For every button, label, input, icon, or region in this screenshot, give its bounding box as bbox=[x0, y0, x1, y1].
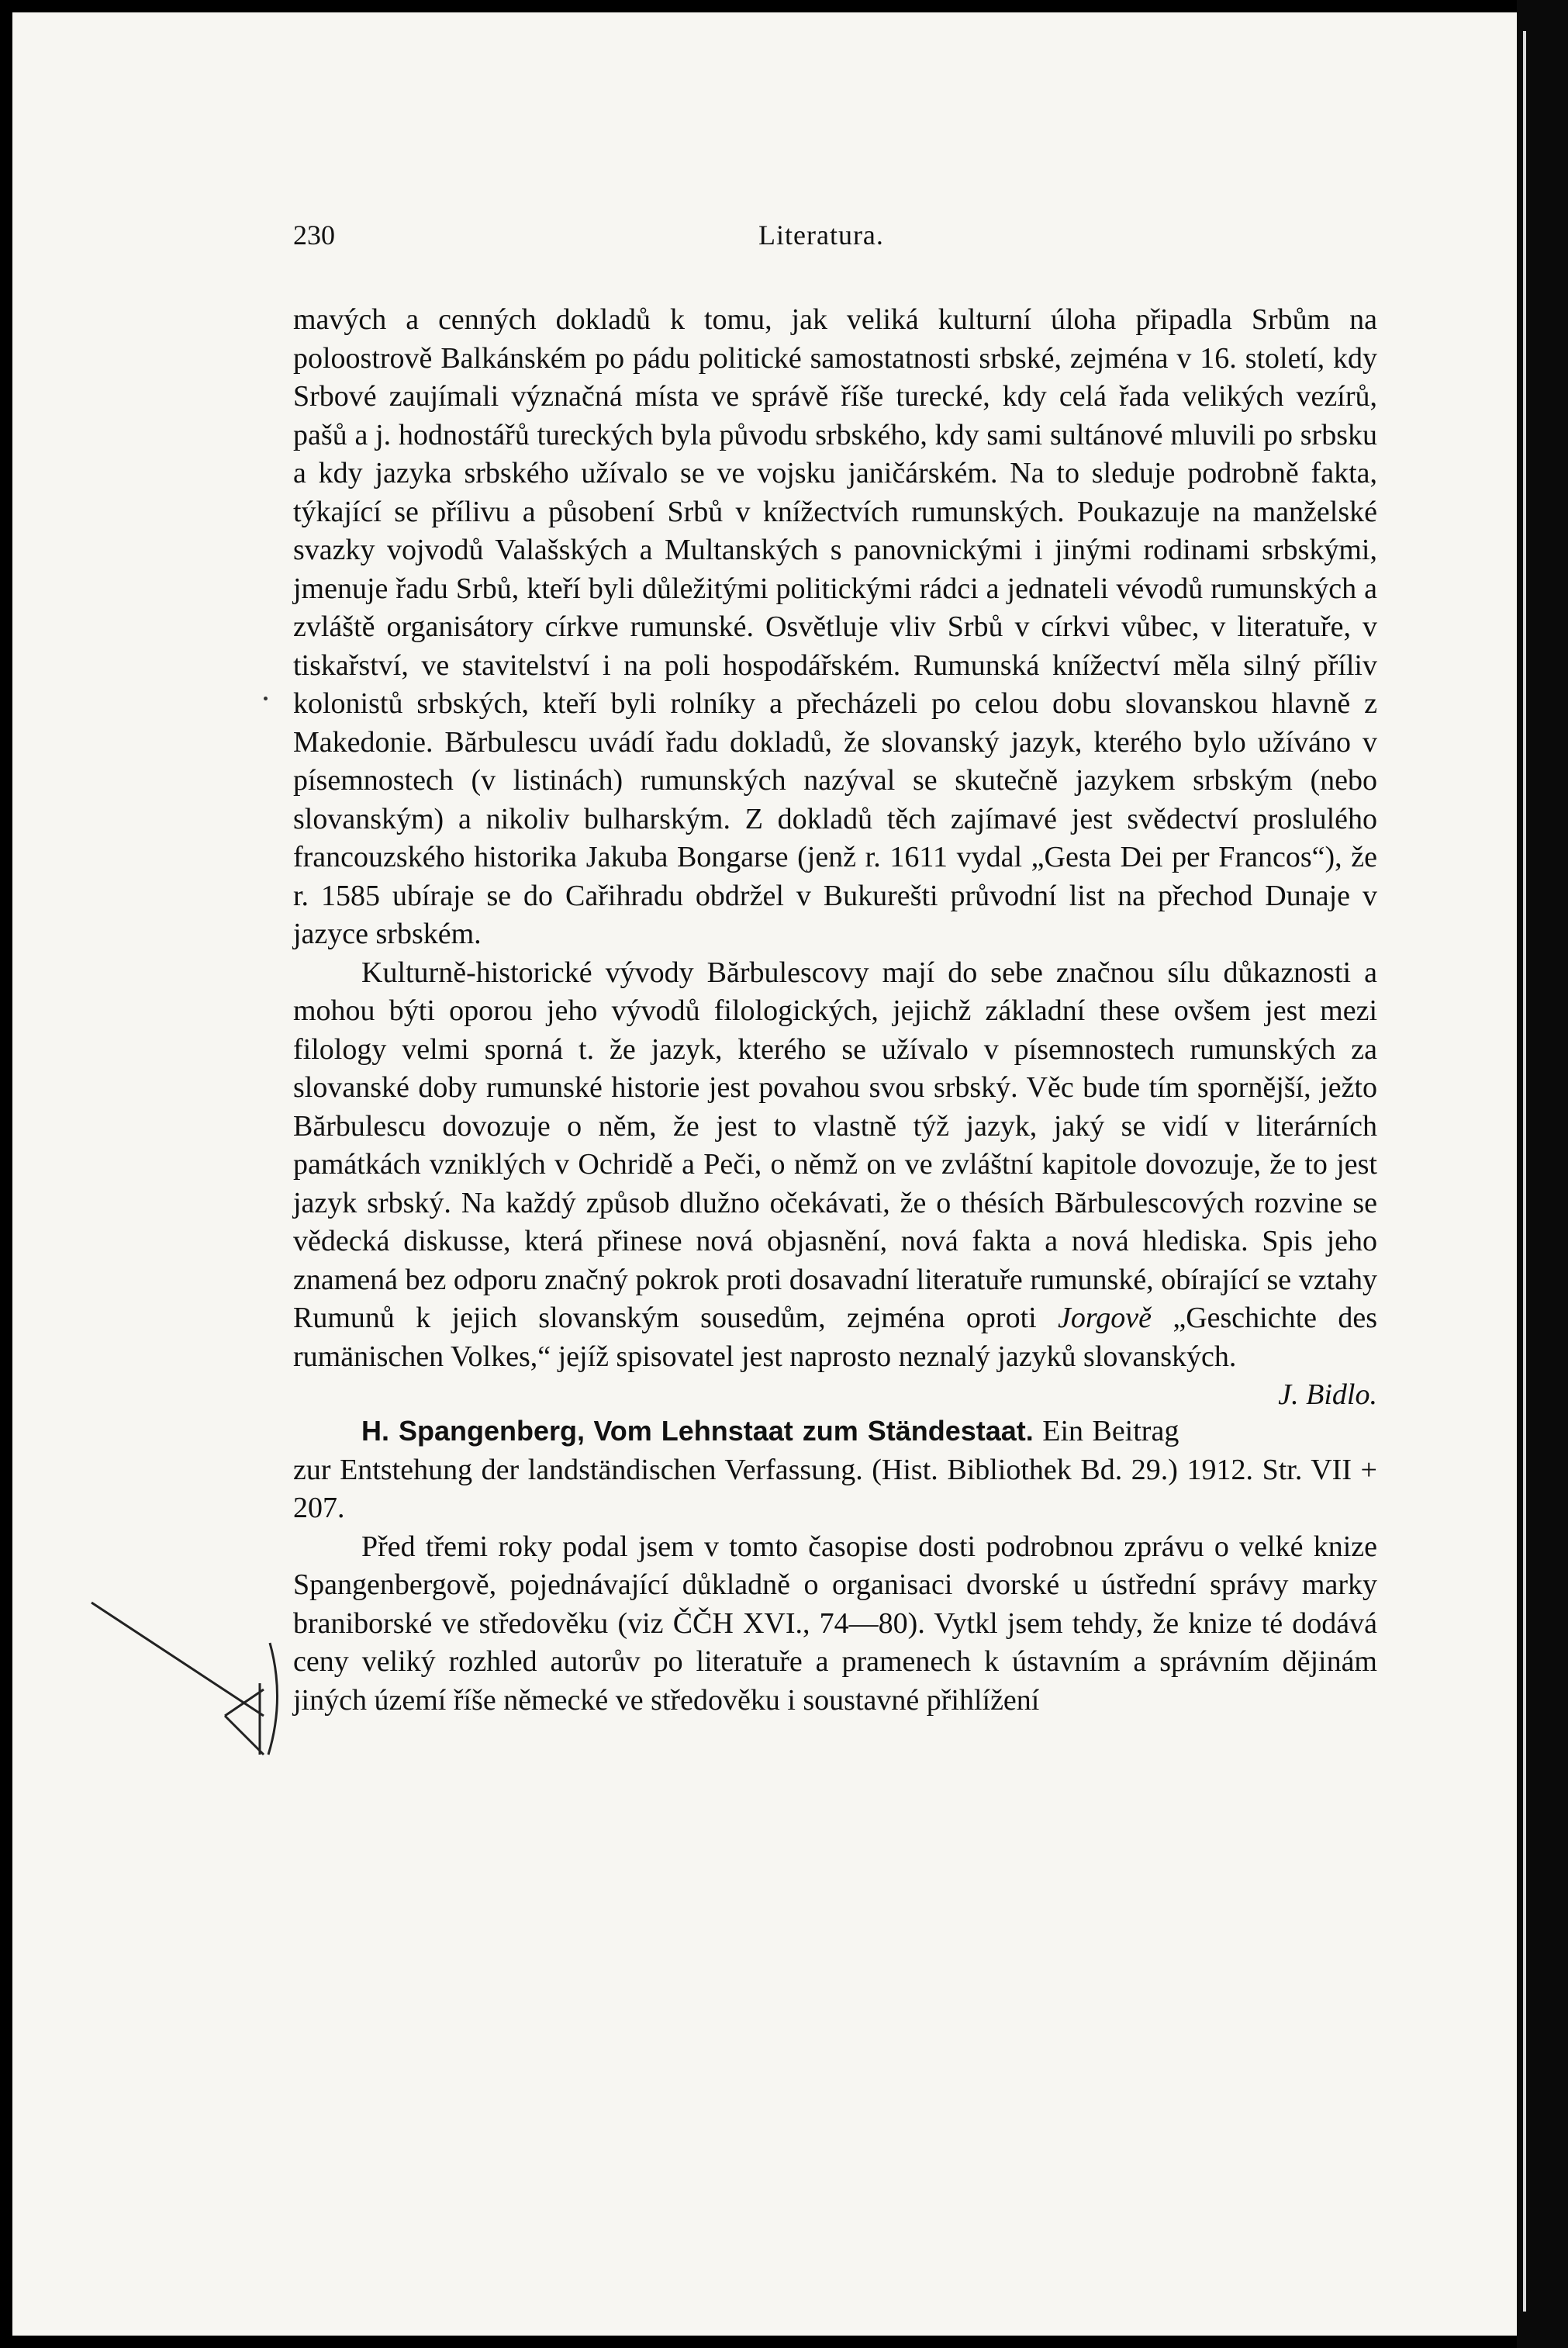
paragraph-2-text: Kulturně-historické vývody Bărbulescovy mají do sebe značnou sílu důkaznosti a mohou býti oporou jeho vývodů filologických, jejichž základní these ovšem jest mezi filology velmi sporná t. že jazyk, kterého se užívalo v písemnostech rumunských za slovanské doby rumunské historie jest povahou svou srbský. Věc bude tím spornější, ježto Bărbulescu dovozuje o něm, že jest to vlastně týž jazyk, jaký se vidí v literárních památkách vzniklých v Ochridě a Peči, o němž on ve zvláštní kapitole dovozuje, že to jest jazyk srbský. Na každý způsob dlužno očekávati, že o thésích Bărbulescových rozvine se vědecká diskusse, která přinese nová objasnění, nová fakta a nová hlediska. Spis jeho znamená bez odporu značný pokrok proti dosavadní literatuře rumunské, obírající se vztahy Rumunů k jejich slovanským sousedům, zejména oproti bbox=[293, 956, 1377, 1334]
annotation-stroke-upper bbox=[92, 1603, 264, 1716]
annotation-bracket bbox=[268, 1643, 278, 1755]
reviewer-signature: J. Bidlo. bbox=[1278, 1378, 1377, 1411]
review-details: Ein Beitrag zur Entstehung der landständischen Verfassung. (Hist. Bibliothek Bd. 29.) 1912. Str. VII + 207. bbox=[293, 1415, 1377, 1524]
paragraph-2-text-end: „Geschichte des rumänischen Volkes,“ jejíž spisovatel jest naprosto neznalý jazyků slovanských. bbox=[293, 1302, 1377, 1373]
paragraph-3: Před třemi roky podal jsem v tomto časopise dosti podrobnou zprávu o velké knize Spangenbergově, pojednávající důkladně o organisaci dvorské u ústřední správy marky braniborské ve středověku (viz ČČH XVI., 74—80). Vytkl jsem tehdy, že knize té dodává ceny veliký rozhled autorův po literatuře a pramenech k ústavním a správním dějinám jiných území říše německé ve středověku i soustavné přihlížení bbox=[293, 1530, 1377, 1717]
review-title: Vom Lehnstaat zum Ständestaat. bbox=[593, 1415, 1034, 1447]
body-text bbox=[293, 301, 1377, 1720]
review-heading bbox=[293, 1412, 1377, 1528]
page-number: 230 bbox=[293, 220, 335, 251]
paragraph-2 bbox=[293, 954, 1377, 1411]
running-title: Literatura. bbox=[758, 220, 884, 251]
review-author: H. Spangenberg, bbox=[361, 1415, 585, 1447]
italic-name: Jorgově bbox=[1058, 1302, 1152, 1334]
annotation-stroke-lower bbox=[225, 1716, 264, 1755]
paragraph-1: mavých a cenných dokladů k tomu, jak veliká kulturní úloha připadla Srbům na poloostrově Balkánském po pádu politické samostatnosti srbské, zejména v 16. století, kdy Srbové zaujímali význačná místa ve správě říše turecké, kdy celá řada velikých vezírů, pašů a j. hodnostářů tureckých byla původu srbského, kdy sami sultánové mluvili po srbsku a kdy jazyka srbského užívalo se ve vojsku janičárském. Na to sleduje podrobně fakta, týkající se přílivu a působení Srbů v knížectvích rumunských. Poukazuje na manželské svazky vojvodů Valašských a Multanských s panovnickými i jinými rodinami srbskými, jmenuje řadu Srbů, kteří byli důležitými politickými rádci a jednateli vévodů rumunských a zvláště organisátory církve rumunské. Osvětluje vliv Srbů v církvi vůbec, v literatuře, v tiskařství, ve stavitelství i na poli hospodářském. Rumunská knížectví měla silný příliv kolonistů srbských, kteří byli rolníky a přecházeli po celou dobu slovanskou hlavně z Makedonie. Bărbulescu uvádí řadu dokladů, že slovanský jazyk, kterého bylo užíváno v písemnostech (v listinách) rumunských nazýval se skutečně jazykem srbským (nebo slovanským) a nikoliv bulharským. Z dokladů těch zajímavé jest svědectví proslulého francouzského historika Jakuba Bongarse (jenž r. 1611 vydal „Gesta Dei per Francos“), že r. 1585 ubíraje se do Cařihradu obdržel v Bukurešti průvodní list na přechod Dunaje v jazyce srbském. bbox=[293, 303, 1377, 950]
